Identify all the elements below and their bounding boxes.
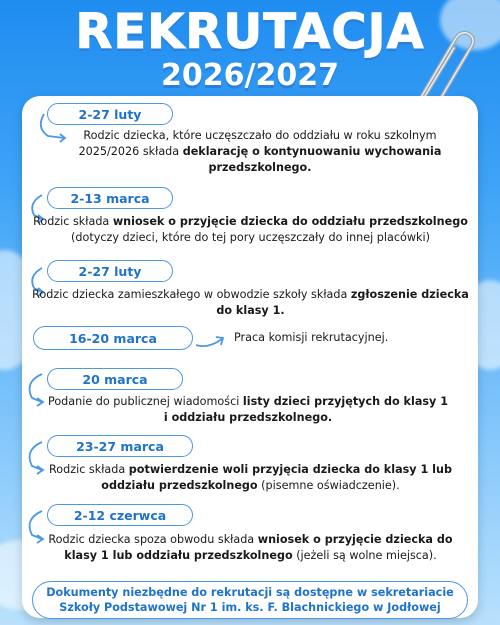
documents-info-box: [32, 581, 468, 619]
step-date-badge: 23-27 marca: [47, 435, 193, 457]
step-date-badge: 2-27 luty: [47, 103, 173, 125]
step-description: Podanie do publicznej wiadomości listy dzieci przyjętych do klasy 1 i oddziału przedszkolnego.: [47, 395, 449, 424]
step-description: Rodzic dziecka spoza obwodu składa wniosek o przyjęcie dziecka do klasy 1 lub oddziału przedszkolnego (jeżeli są wolne miejsca).: [48, 533, 453, 562]
step-date-badge: 2-27 luty: [47, 260, 173, 282]
step-description: Praca komisji rekrutacyjnej.: [234, 331, 389, 344]
step-date-badge: 16-20 marca: [33, 326, 193, 350]
curved-arrow-icon: [194, 333, 226, 353]
step-description: Rodzic dziecka zamieszkałego w obwodzie szkoły składa zgłoszenie dziecka do klasy 1.: [32, 288, 469, 317]
step-date-badge: 20 marca: [47, 368, 183, 390]
step-date-badge: 2-12 czerwca: [47, 504, 193, 526]
step-date-badge: 2-13 marca: [47, 187, 173, 209]
documents-info-line: Dokumenty niezbędne do rekrutacji są dostępne w sekretariacie: [46, 586, 454, 599]
step-description: Rodzic składa wniosek o przyjęcie dziecka do oddziału przedszkolnego (dotyczy dzieci, które do tej pory uczęszczały do innej placówki): [33, 215, 468, 244]
page-title: REKRUTACJA: [75, 4, 425, 60]
step-description: Rodzic dziecka, które uczęszczało do oddziału w roku szkolnym 2025/2026 składa deklarację o kontynuowaniu wychowania przedszkolnego.: [78, 129, 442, 174]
documents-info-line: Szkoły Podstawowej Nr 1 im. ks. F. Blachnickiego w Jodłowej: [59, 601, 441, 614]
school-year: 2026/2027: [161, 58, 339, 93]
step-description: Rodzic składa potwierdzenie woli przyjęcia dziecka do klasy 1 lub oddziału przedszkolnego (pisemne oświadczenie).: [49, 463, 452, 492]
